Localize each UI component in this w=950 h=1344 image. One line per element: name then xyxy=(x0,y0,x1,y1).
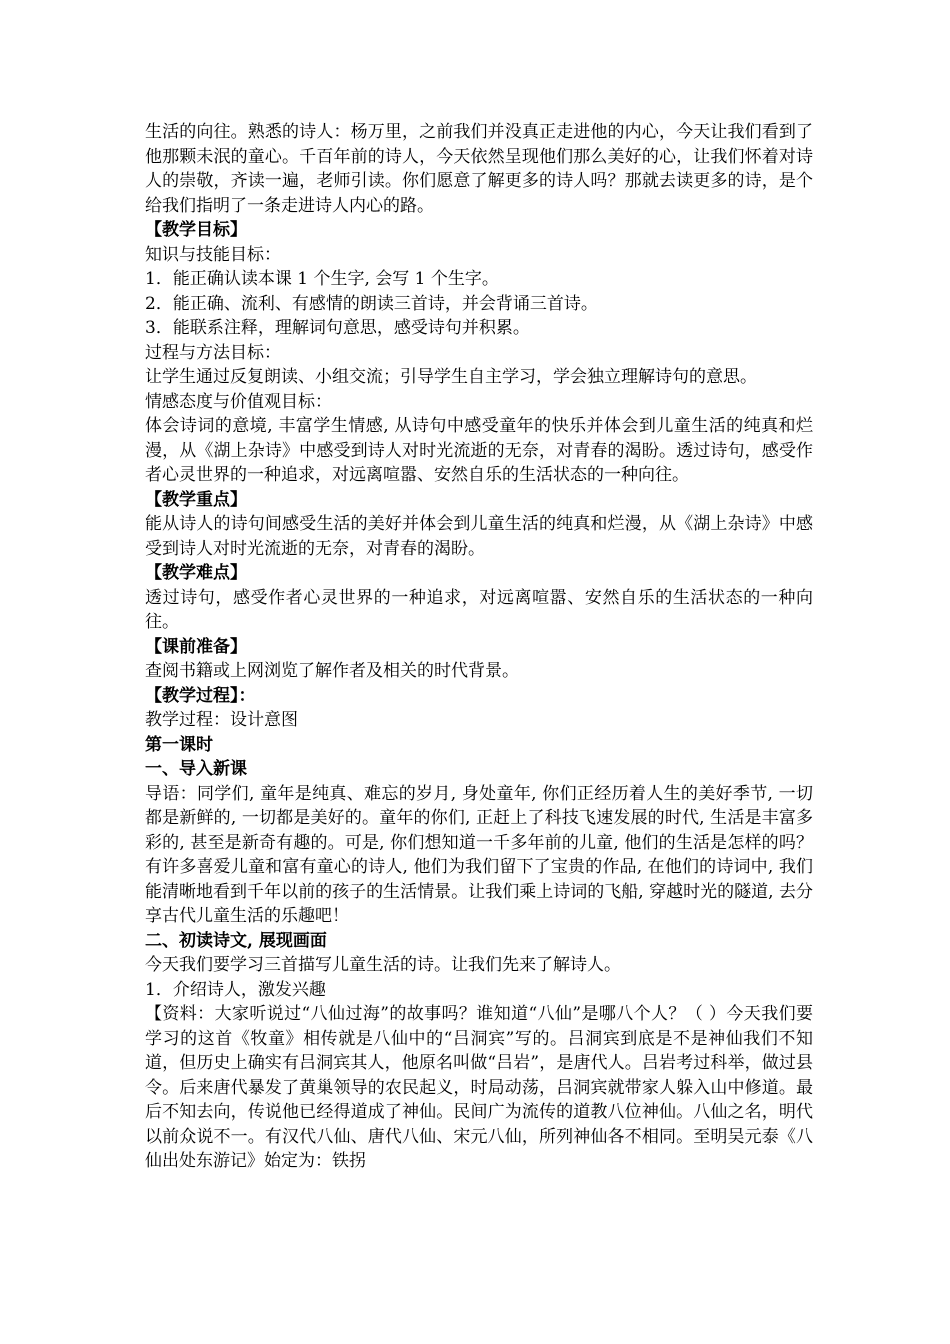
paragraph: 情感态度与价值观目标： xyxy=(145,391,332,412)
paragraph: 透过诗句，感受作者心灵世界的一种追求，对远离喧嚣、安然自乐的生活状态的一种向往。 xyxy=(145,587,813,632)
paragraph: 导语：同学们, 童年是纯真、难忘的岁月, 身处童年, 你们正经历着人生的美好季节, 一切都是新鲜的, 一切都是美好的。童年的你们, 正赶上了科技飞速发展的时代, 生活是丰富多彩的, 甚至是新奇有趣的。可是, 你们想知道一千多年前的儿童, 他们的生活是怎样的吗？有许多喜爱儿童和富有童心的诗人, 他们为我们留下了宝贵的作品, 在他们的诗词中, 我们能清晰地看到千年以前的孩子的生活情景。让我们乘上诗词的飞船, 穿越时光的隧道, 去分享古代儿童生活的乐趣吧！ xyxy=(145,783,813,926)
paragraph: 让学生通过反复朗读、小组交流；引导学生自主学习，学会独立理解诗句的意思。 xyxy=(145,367,757,387)
paragraph: 能从诗人的诗句间感受生活的美好并体会到儿童生活的纯真和烂漫，从《湖上杂诗》中感受到诗人对时光流逝的无奈，对青春的渴盼。 xyxy=(145,514,813,559)
list-item: 2．能正确、流利、有感情的朗读三首诗，并会背诵三首诗。 xyxy=(145,293,598,314)
step-heading-first-reading: 二、初读诗文, 展现画面 xyxy=(145,930,327,951)
section-heading-difficulties: 【教学难点】 xyxy=(145,563,247,583)
section-heading-key-points: 【教学重点】 xyxy=(145,489,247,510)
paragraph: 生活的向往。熟悉的诗人：杨万里，之前我们并没真正走进他的内心，今天让我们看到了他那颗未泯的童心。千百年前的诗人，今天依然呈现他们那么美好的心，让我们怀着对诗人的崇敬，齐读一遍，老师引读。你们愿意了解更多的诗人吗？那就去读更多的诗，是个给我们指明了一条走进诗人内心的路。 xyxy=(145,122,813,216)
paragraph: 今天我们要学习三首描写儿童生活的诗。让我们先来了解诗人。 xyxy=(145,955,621,975)
paragraph: 教学过程：设计意图 xyxy=(145,710,298,730)
section-heading-preparation: 【课前准备】 xyxy=(145,636,247,657)
step-heading-introduction: 一、导入新课 xyxy=(145,759,247,779)
document-page xyxy=(145,120,813,1174)
section-heading-teaching-process: 【教学过程】： xyxy=(145,685,256,706)
list-item: 1．能正确认读本课 1 个生字, 会写 1 个生字。 xyxy=(145,269,499,289)
paragraph: 体会诗词的意境, 丰富学生情感, 从诗句中感受童年的快乐并体会到儿童生活的纯真和烂漫，从《湖上杂诗》中感受到诗人对时光流逝的无奈，对青春的渴盼。透过诗句，感受作者心灵世界的一种追求，对远离喧嚣、安然自乐的生活状态的一种向往。 xyxy=(145,416,813,485)
section-heading-teaching-objectives: 【教学目标】 xyxy=(145,220,247,240)
paragraph: 【资料：大家听说过“八仙过海”的故事吗？谁知道“八仙”是哪八个人？（ ）今天我们要学习的这首《牧童》相传就是八仙中的“吕洞宾”写的。吕洞宾到底是不是神仙我们不知道，但历史上确实有吕洞宾其人，他原名叫做“吕岩”，是唐代人。吕岩考过科举，做过县令。后来唐代暴发了黄巢领导的农民起义，时局动荡，吕洞宾就带家人躲入山中修道。最后不知去向，传说他已经得道成了神仙。民间广为流传的道教八位神仙。八仙之名，明代以前众说不一。有汉代八仙、唐代八仙、宋元八仙，所列神仙各不相同。至明吴元泰《八仙出处东游记》始定为：铁拐 xyxy=(145,1004,813,1171)
list-item: 3．能联系注释，理解词句意思，感受诗句并积累。 xyxy=(145,318,530,338)
paragraph: 查阅书籍或上网浏览了解作者及相关的时代背景。 xyxy=(145,661,519,681)
list-item: 1．介绍诗人，激发兴趣 xyxy=(145,979,326,1000)
lesson-heading-first-period: 第一课时 xyxy=(145,734,213,755)
paragraph: 知识与技能目标： xyxy=(145,244,281,265)
paragraph: 过程与方法目标： xyxy=(145,342,281,363)
